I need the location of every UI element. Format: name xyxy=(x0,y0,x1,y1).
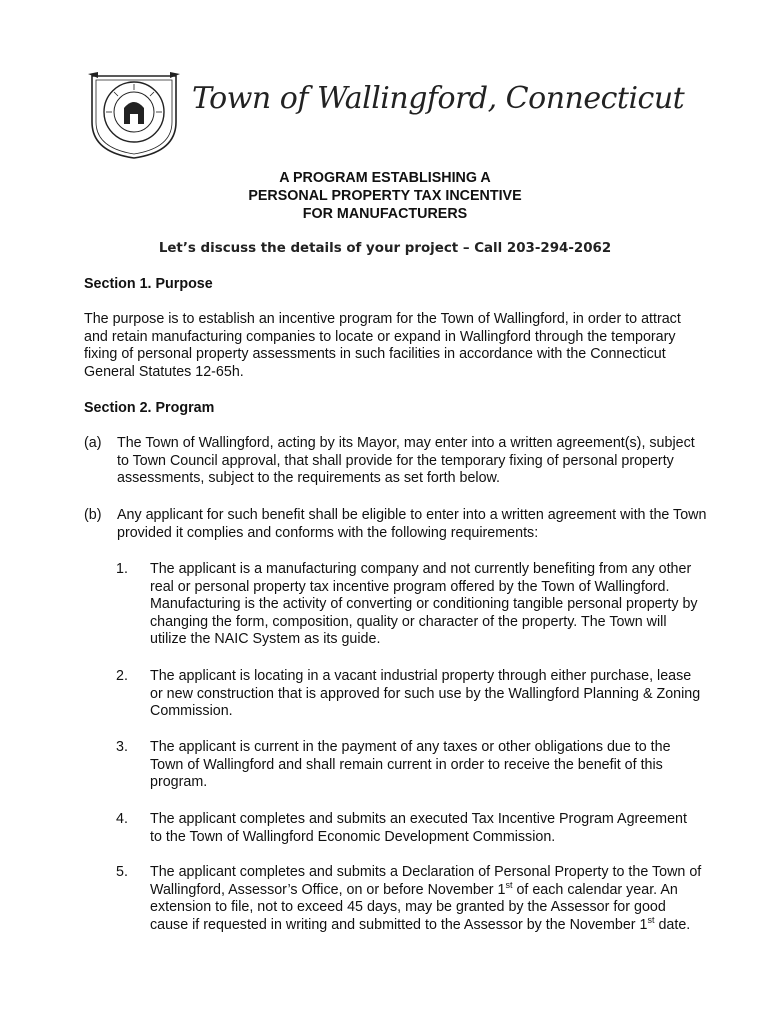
requirement-1-label: 1. xyxy=(116,561,128,577)
section-1-body: The purpose is to establish an incentive program for the Town of Wallingford, in order to attract and retain manufacturing companies to locate or expand in Wallingford through the temporary fixing of personal property assessments in such facilities in accordance with the Connecticut General Statutes 12-65h. xyxy=(84,311,681,380)
title-line-3: FOR MANUFACTURERS xyxy=(302,206,468,222)
letterhead xyxy=(88,70,685,160)
section-2-heading: Section 2. Program xyxy=(84,400,215,416)
requirement-5-label: 5. xyxy=(116,864,128,880)
town-seal-icon xyxy=(88,70,180,160)
requirement-4-label: 4. xyxy=(116,811,128,827)
clause-a-label: (a) xyxy=(84,435,102,451)
clause-b-text: Any applicant for such benefit shall be eligible to enter into a written agreement with the Town provided it complies and conforms with the following requirements: xyxy=(117,507,707,541)
ordinal-suffix: st xyxy=(505,879,513,890)
contact-line: Let’s discuss the details of your project – Call 203-294-2062 xyxy=(158,241,612,256)
ordinal-suffix: st xyxy=(647,914,655,925)
requirement-4-text: The applicant completes and submits an executed Tax Incentive Program Agreement to the Town of Wallingford Economic Development Commission. xyxy=(150,811,687,845)
requirement-3-label: 3. xyxy=(116,739,128,755)
requirement-5-part-3: date. xyxy=(654,916,691,933)
document-title xyxy=(0,169,770,223)
title-line-2: PERSONAL PROPERTY TAX INCENTIVE xyxy=(248,188,522,204)
requirement-2-text: The applicant is locating in a vacant industrial property through either purchase, lease or new construction that is approved for such use by the Wallingford Planning & Zoning Commission. xyxy=(150,668,701,720)
requirement-5-part-2: of each calendar year. An extension to file, not to exceed 45 days, may be granted by the Assessor for good cause if requested in writing and submitted to the Assessor by the November 1 xyxy=(150,881,678,933)
requirement-5-text xyxy=(150,864,702,934)
section-1-heading: Section 1. Purpose xyxy=(84,276,213,292)
requirement-5-part-1: The applicant completes and submits a Declaration of Personal Property to the Town of Wallingford, Assessor’s Office, on or before November 1 xyxy=(150,864,702,898)
requirement-3-text: The applicant is current in the payment of any taxes or other obligations due to the Town of Wallingford and shall remain current in order to receive the benefit of this program. xyxy=(150,739,671,791)
requirement-2-label: 2. xyxy=(116,668,128,684)
clause-b-label: (b) xyxy=(84,507,102,523)
clause-a-text: The Town of Wallingford, acting by its Mayor, may enter into a written agreement(s), subject to Town Council approval, that shall provide for the temporary fixing of personal property assessments, subject to the requirements as set forth below. xyxy=(117,435,695,487)
town-name-script: Town of Wallingford, Connecticut xyxy=(192,81,685,116)
requirement-1-text: The applicant is a manufacturing company and not currently benefiting from any other real or personal property tax incentive program offered by the Town of Wallingford. Manufacturing is the activity of converting or conditioning tangible personal property by changing the form, composition, quality or character of the property. The Town will utilize the NAIC System as its guide. xyxy=(150,561,698,648)
title-line-1: A PROGRAM ESTABLISHING A xyxy=(279,170,491,186)
